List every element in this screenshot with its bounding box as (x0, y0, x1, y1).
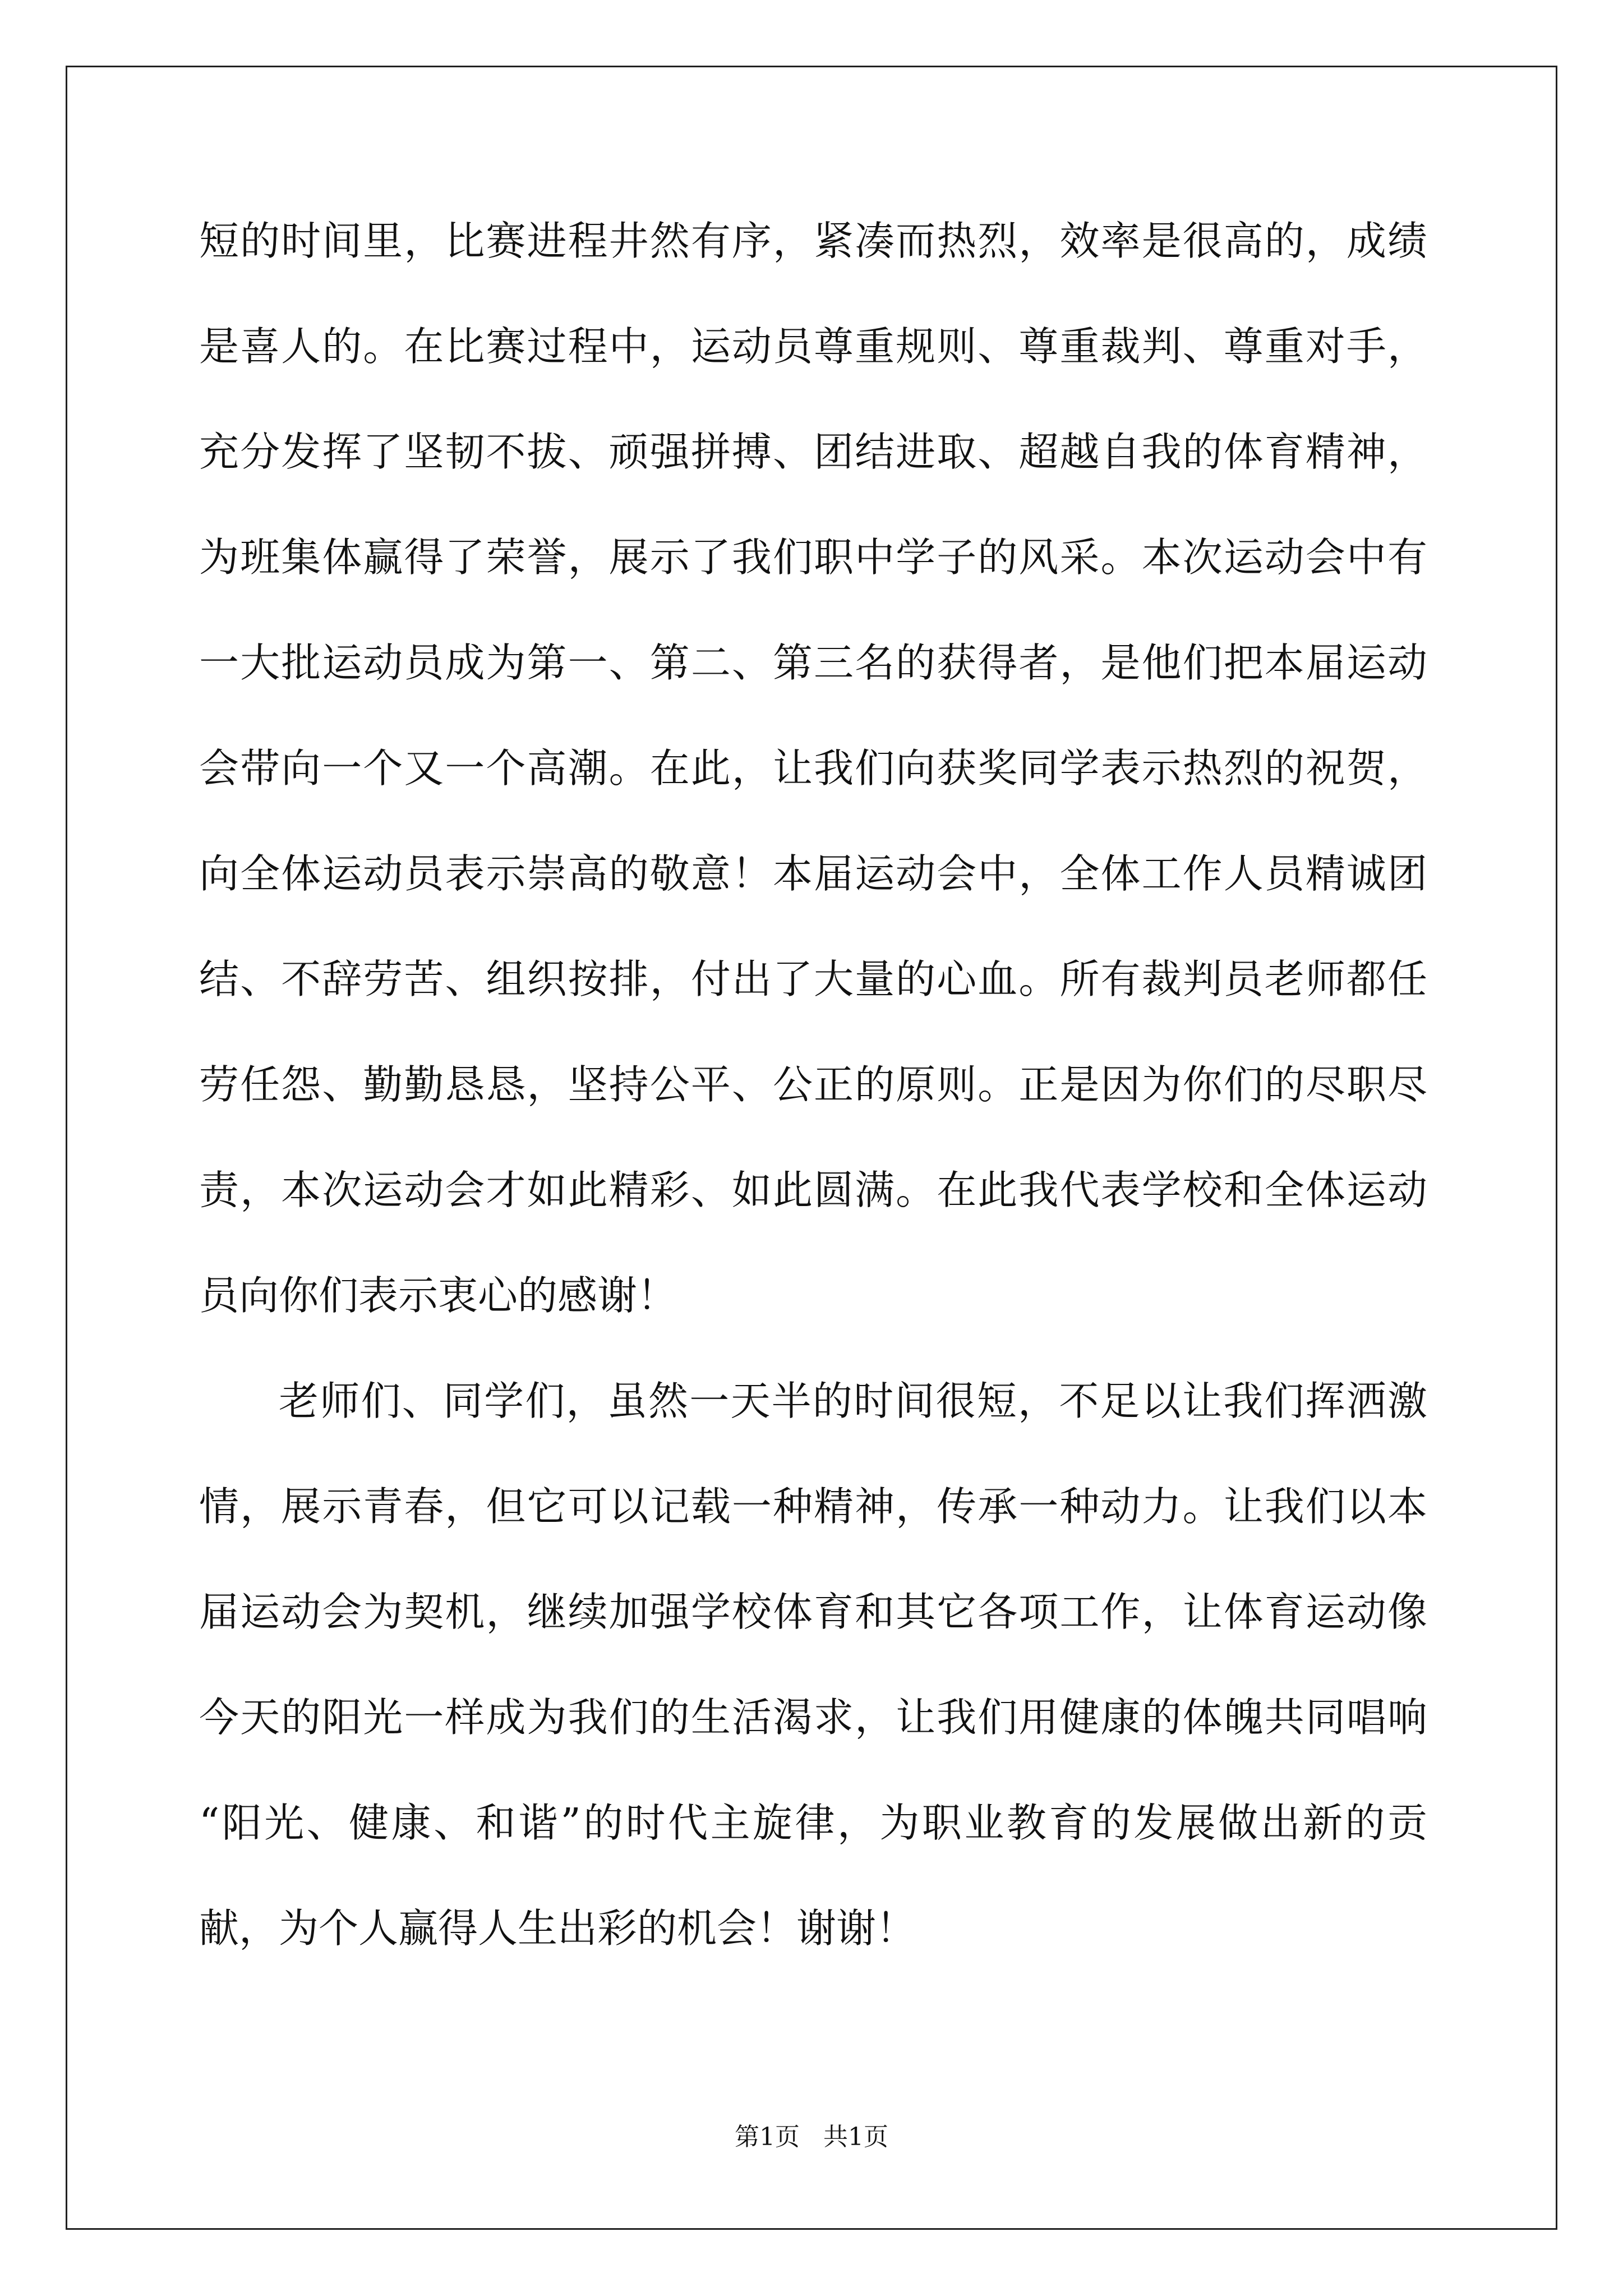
text-line: 情，展示青春，但它可以记载一种精神，传承一种动力。让我们以本 (199, 1483, 1427, 1530)
text-line: 员向你们表示衷心的感谢！ (199, 1272, 677, 1319)
text-line: 是喜人的。在比赛过程中，运动员尊重规则、尊重裁判、尊重对手， (199, 323, 1427, 370)
text-line: 充分发挥了坚韧不拔、顽强拼搏、团结进取、超越自我的体育精神， (199, 429, 1427, 475)
text-line: 一大批运动员成为第一、第二、第三名的获得者，是他们把本届运动 (199, 639, 1427, 686)
text-line: 向全体运动员表示崇高的敬意！本届运动会中，全体工作人员精诚团 (199, 850, 1427, 897)
text-line: 今天的阳光一样成为我们的生活渴求，让我们用健康的体魄共同唱响 (199, 1694, 1427, 1741)
text-line: 老师们、同学们，虽然一天半的时间很短，不足以让我们挥洒激 (279, 1378, 1427, 1424)
text-line: 劳任怨、勤勤恳恳，坚持公平、公正的原则。正是因为你们的尽职尽 (199, 1061, 1427, 1108)
text-line: 为班集体赢得了荣誉，展示了我们职中学子的风采。本次运动会中有 (199, 534, 1427, 581)
page-number: 第1页 共1页 (735, 2123, 888, 2151)
text-line: 届运动会为契机，继续加强学校体育和其它各项工作，让体育运动像 (199, 1589, 1427, 1635)
text-line: 会带向一个又一个高潮。在此，让我们向获奖同学表示热烈的祝贺， (199, 745, 1427, 792)
text-line: 责，本次运动会才如此精彩、如此圆满。在此我代表学校和全体运动 (199, 1167, 1427, 1213)
text-line: 结、不辞劳苦、组织按排，付出了大量的心血。所有裁判员老师都任 (199, 956, 1427, 1002)
text-line: 献，为个人赢得人生出彩的机会！谢谢！ (199, 1905, 916, 1952)
text-line: “阳光、健康、和谐”的时代主旋律，为职业教育的发展做出新的贡 (199, 1800, 1427, 1846)
text-line: 短的时间里，比赛进程井然有序，紧凑而热烈，效率是很高的，成绩 (199, 218, 1427, 264)
